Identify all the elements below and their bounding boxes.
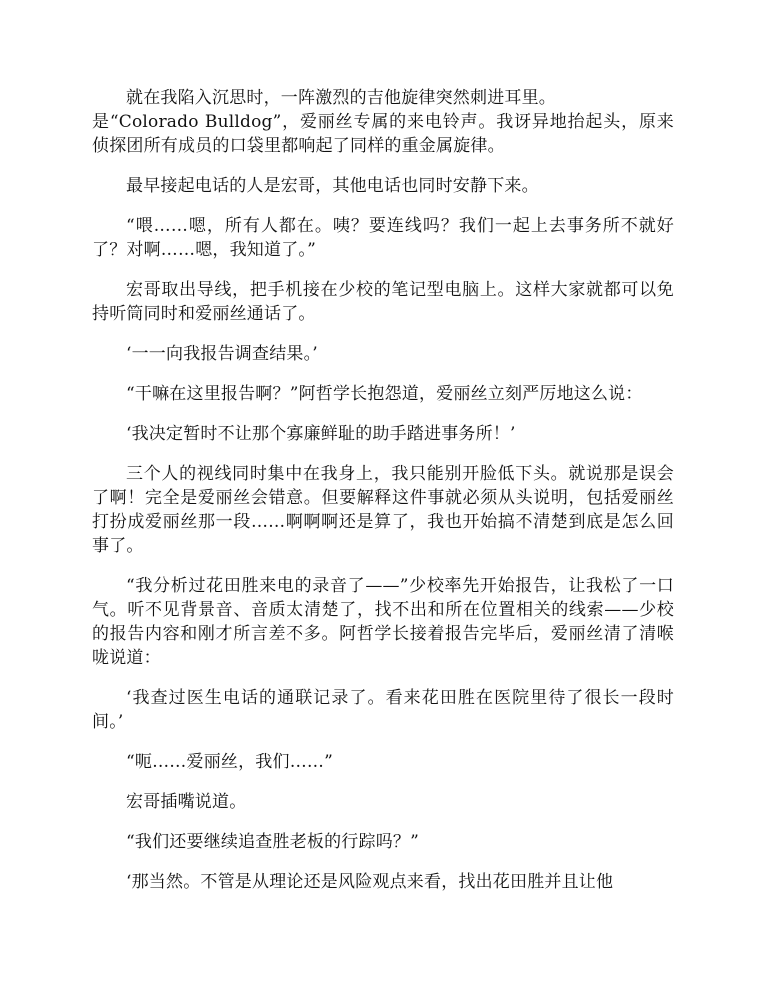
paragraph: “干嘛在这里报告啊？”阿哲学长抱怨道，爱丽丝立刻严厉地这么说： [126, 384, 643, 404]
paragraph: “我们还要继续追查胜老板的行踪吗？” [126, 832, 419, 852]
paragraph: ‘我决定暂时不让那个寡廉鲜耻的助手踏进事务所！’ [126, 424, 516, 444]
paragraph: 是“Colorado Bulldog”，爱丽丝专属的来电铃声。我讶异地抬起头，原来侦探团所有成员的口袋里都响起了同样的重金属旋律。 [92, 112, 674, 156]
paragraph: ‘我查过医生电话的通联记录了。看来花田胜在医院里待了很长一段时间。’ [92, 688, 674, 732]
paragraph: 就在我陷入沉思时，一阵激烈的吉他旋律突然刺进耳里。 [126, 88, 556, 108]
paragraph: “我分析过花田胜来电的录音了——”少校率先开始报告，让我松了一口气。听不见背景音、音质太清楚了，找不出和所在位置相关的线索——少校的报告内容和刚才所言差不多。阿哲学长接着报告完毕后，爱丽丝清了清喉咙说道： [92, 576, 674, 668]
paragraph: ‘那当然。不管是从理论还是风险观点来看，找出花田胜并且让他 [126, 872, 614, 892]
paragraph: “喂……嗯，所有人都在。咦？要连线吗？我们一起上去事务所不就好了？对啊……嗯，我知道了。” [92, 216, 674, 260]
paragraph: ‘一一向我报告调查结果。’ [126, 344, 318, 364]
paragraph: 宏哥取出导线，把手机接在少校的笔记型电脑上。这样大家就都可以免持听筒同时和爱丽丝通话了。 [92, 280, 674, 324]
body-text [92, 86, 674, 910]
paragraph: “呃……爱丽丝，我们……” [126, 752, 333, 772]
paragraph: 宏哥插嘴说道。 [126, 792, 247, 812]
paragraph: 最早接起电话的人是宏哥，其他电话也同时安静下来。 [126, 176, 539, 196]
paragraph: 三个人的视线同时集中在我身上，我只能别开脸低下头。就说那是误会了啊！完全是爱丽丝会错意。但要解释这件事就必须从头说明，包括爱丽丝打扮成爱丽丝那一段……啊啊啊还是算了，我也开始搞不清楚到底是怎么回事了。 [92, 464, 674, 556]
